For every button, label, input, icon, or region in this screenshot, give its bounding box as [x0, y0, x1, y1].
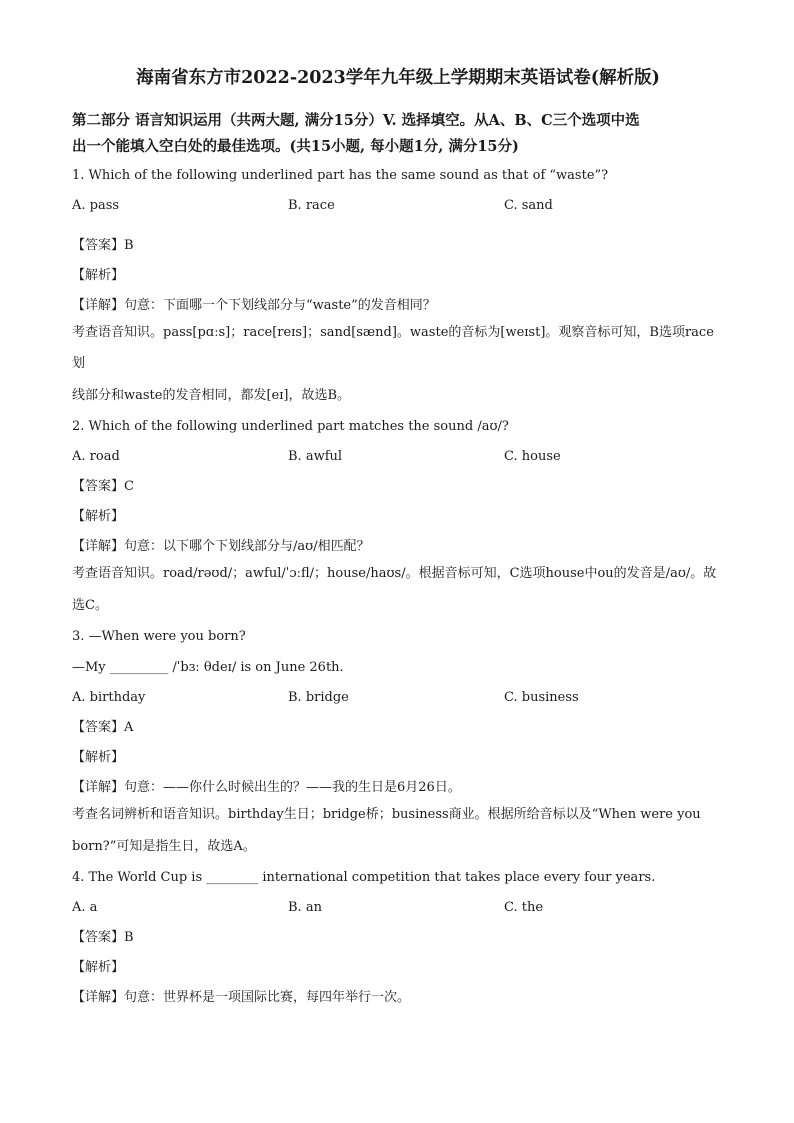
options-row	[72, 447, 724, 467]
section-line-1: 第二部分 语言知识运用（共两大题, 满分15分）V. 选择填空。从A、B、C三个选项中选	[72, 112, 640, 129]
answer-value: C	[124, 479, 134, 494]
answer-value: A	[124, 720, 134, 735]
explanation-line-1: 考查语音知识。pass[pɑːs]；race[reɪs]；sand[sænd]。waste的音标为[weɪst]。观察音标可知，B选项race划	[72, 325, 714, 371]
document-page	[72, 66, 724, 1008]
detail-line: 【详解】句意：下面哪一个下划线部分与“waste”的发音相同？	[72, 298, 436, 313]
question-stem: 3. —When were you born?	[72, 629, 246, 644]
analysis-label: 【解析】	[72, 268, 125, 283]
option-a: A. a	[72, 900, 98, 915]
section-heading	[72, 108, 724, 160]
section-line-2: 出一个能填入空白处的最佳选项。(共15小题, 每小题1分, 满分15分)	[72, 138, 519, 155]
question-stem: 4. The World Cup is ________ international competition that takes place every four years.	[72, 870, 656, 885]
question-4	[72, 868, 724, 1008]
explanation-line-2: born?”可知是指生日，故选A。	[72, 839, 256, 854]
answer-line: 【答案】B	[72, 930, 134, 945]
question-stem: 1. Which of the following underlined part has the same sound as that of “waste”?	[72, 168, 609, 183]
explanation-line-2: 线部分和waste的发音相同，都发[eɪ]，故选B。	[72, 388, 351, 403]
answer-line: 【答案】A	[72, 720, 134, 735]
analysis-label: 【解析】	[72, 750, 125, 765]
options-row	[72, 898, 724, 918]
question-1	[72, 166, 724, 411]
explanation-line-1: 考查名词辨析和语音知识。birthday生日；bridge桥；business商业。根据所给音标以及“When were you	[72, 807, 701, 822]
explanation-line-1: 考查语音知识。road/rəʊd/；awful/ˈɔːfl/；house/haʊs/。根据音标可知，C选项house中ou的发音是/aʊ/。故	[72, 566, 717, 581]
answer-line: 【答案】C	[72, 479, 134, 494]
answer-line: 【答案】B	[72, 238, 134, 253]
question-2	[72, 417, 724, 621]
analysis-label: 【解析】	[72, 509, 125, 524]
detail-line: 【详解】句意：世界杯是一项国际比赛，每四年举行一次。	[72, 990, 411, 1005]
option-c: C. house	[504, 449, 561, 464]
option-b: B. awful	[288, 449, 343, 464]
option-a: A. birthday	[72, 690, 146, 705]
option-c: C. sand	[504, 198, 553, 213]
page-title: 海南省东方市2022-2023学年九年级上学期期末英语试卷(解析版)	[136, 68, 660, 88]
question-stem-2: —My _________ /ˈbɜː θdeɪ/ is on June 26th.	[72, 660, 344, 675]
option-b: B. bridge	[288, 690, 349, 705]
answer-value: B	[124, 930, 134, 945]
detail-line: 【详解】句意：——你什么时候出生的？——我的生日是6月26日。	[72, 780, 461, 795]
options-row	[72, 196, 724, 216]
question-3	[72, 627, 724, 862]
answer-value: B	[124, 238, 134, 253]
analysis-label: 【解析】	[72, 960, 125, 975]
option-b: B. race	[288, 198, 335, 213]
explanation-line-2: 选C。	[72, 598, 108, 613]
option-c: C. business	[504, 690, 579, 705]
detail-line: 【详解】句意：以下哪个下划线部分与/aʊ/相匹配？	[72, 539, 370, 554]
options-row	[72, 688, 724, 708]
option-a: A. road	[72, 449, 120, 464]
question-stem: 2. Which of the following underlined part matches the sound /aʊ/?	[72, 419, 509, 434]
option-b: B. an	[288, 900, 322, 915]
option-c: C. the	[504, 900, 544, 915]
option-a: A. pass	[72, 198, 120, 213]
